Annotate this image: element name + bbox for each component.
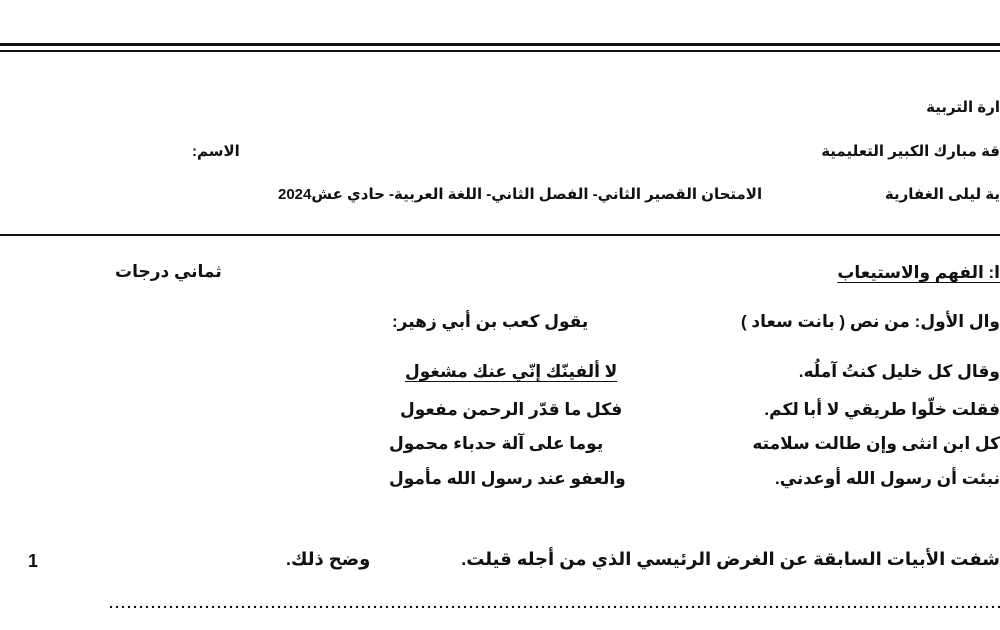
ministry-label: ارة التربية	[926, 99, 1000, 116]
header-double-rule-bottom	[0, 50, 1000, 52]
verse-3-first-hemistich: كل ابن انثى وإن طالت سلامته	[752, 434, 1000, 453]
verse-1-first-hemistich: وقال كل خليل كنتُ آملُه.	[798, 362, 1000, 381]
item-1-mark: 1	[28, 551, 39, 571]
question-intro: وال الأول: من نص ( بانت سعاد )	[741, 312, 1000, 331]
verse-4-first-hemistich: نبئت أن رسول الله أوعدني.	[775, 469, 1000, 488]
verse-1-second-hemistich: لا ألفينّك إنّي عنك مشغول	[405, 362, 618, 381]
school-label: ية ليلى الغفارية	[884, 186, 1000, 203]
verse-3-second-hemistich: يوما على آلة حدباء محمول	[389, 434, 604, 453]
district-label: قة مبارك الكبير التعليمية	[821, 143, 1000, 160]
section-title: ا: الفهم والاستيعاب	[837, 263, 1000, 282]
item-1-instruction: وضح ذلك.	[286, 549, 371, 569]
poet-line: يقول كعب بن أبي زهير:	[392, 312, 589, 331]
verse-2-first-hemistich: فقلت خلّوا طريقي لا أبا لكم.	[764, 400, 1000, 419]
header-divider	[0, 234, 1000, 236]
exam-title: الامتحان القصير الثاني- الفصل الثاني- اللغة العربية- حادي عش2024	[278, 186, 763, 203]
verse-2-second-hemistich: فكل ما قدّر الرحمن مفعول	[400, 400, 623, 419]
section-grade: ثماني درجات	[115, 262, 222, 281]
verse-4-second-hemistich: والعفو عند رسول الله مأمول	[389, 469, 626, 488]
header-double-rule-top	[0, 43, 1000, 46]
answer-dotted-line[interactable]	[108, 605, 1000, 609]
name-label: الاسم:	[192, 143, 240, 160]
item-1-question: شفت الأبيات السابقة عن الغرض الرئيسي الذي من أجله قيلت.	[461, 549, 1000, 569]
